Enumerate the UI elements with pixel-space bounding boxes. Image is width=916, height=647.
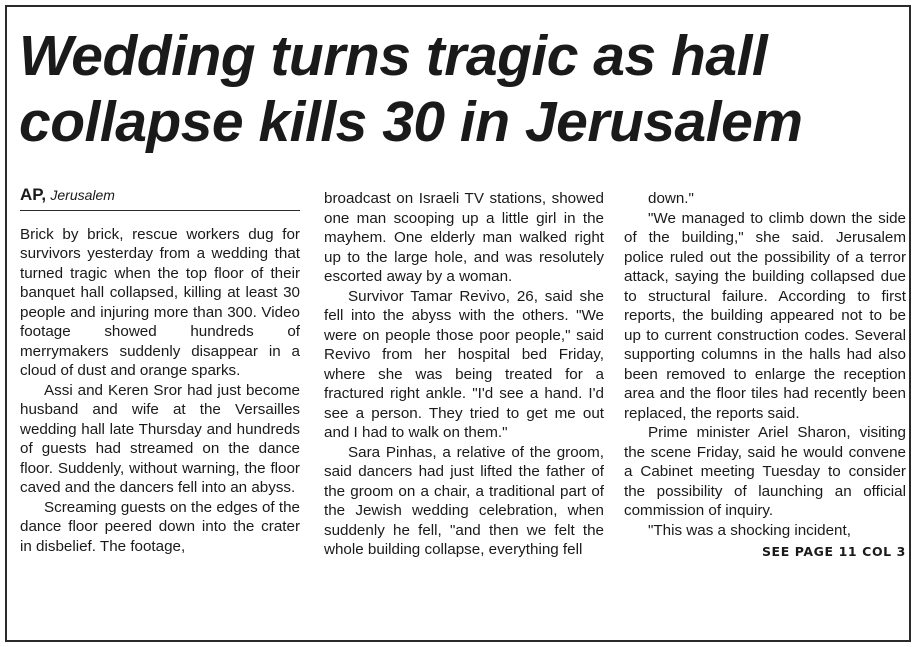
column-1-body [20, 225, 300, 557]
continuation-reference: SEE PAGE 11 COL 3 [761, 544, 906, 559]
paragraph: Prime minister Ariel Sharon, visiting the scene Friday, said he would convene a Cabinet meeting Tuesday to consider the possibility of launching an official commission of inquiry. [624, 424, 906, 519]
article-column-2 [324, 189, 604, 560]
paragraph: "We managed to climb down the side of the building," she said. Jerusalem police ruled out the possibility of a terror attack, saying the building collapsed due to structural failure. According to first reports, the building appeared not to be up to current construction codes. Several supporting columns in the halls had also been removed to enlarge the reception area and the floor tiles had recently been replaced, the reports said. [624, 209, 906, 422]
paragraph: Survivor Tamar Revivo, 26, said she fell into the abyss with the others. "We were on people those poor people," said Revivo from her hospital bed Friday, where she was being treated for a fractured right ankle. "I'd see a hand. I'd see a person. They tried to get me out and I had to walk on them." [324, 287, 604, 441]
article-column-1 [20, 185, 300, 556]
paragraph: Sara Pinhas, a relative of the groom, said dancers had just lifted the father of the groom on a chair, a traditional part of the Jewish wedding celebration, when suddenly he fell, "and then we felt the whole building collapse, everything fell [324, 443, 604, 558]
byline [20, 185, 300, 211]
headline-line-1: Wedding turns tragic as hall [19, 24, 768, 88]
byline-location: Jerusalem [50, 187, 115, 203]
paragraph: Assi and Keren Sror had just become husband and wife at the Versailles wedding hall late Thursday and hundreds of guests had streamed on the dance floor. Suddenly, without warning, the floor caved and the dancers fell into an abyss. [20, 381, 300, 496]
article-column-3 [624, 189, 906, 562]
paragraph: down." [648, 190, 694, 207]
paragraph: "This was a shocking incident, [648, 521, 851, 539]
paragraph: Brick by brick, rescue workers dug for survivors yesterday from a wedding that turned tragic when the top floor of their banquet hall collapsed, killing at least 30 people and injuring more than 300. Video footage showed hundreds of merrymakers suddenly disappear in a cloud of dust and orange sparks. [20, 225, 300, 379]
article-frame [5, 5, 911, 642]
article-headline [19, 23, 899, 155]
headline-line-2: collapse kills 30 in Jerusalem [19, 90, 803, 154]
paragraph: Screaming guests on the edges of the dance floor peered down into the crater in disbelief. The footage, [20, 498, 300, 555]
byline-agency: AP, [20, 185, 47, 204]
paragraph: broadcast on Israeli TV stations, showed one man scooping up a little girl in the mayhem. One elderly man walked right up to the large hole, and was resolutely escorted away by a woman. [324, 190, 604, 285]
